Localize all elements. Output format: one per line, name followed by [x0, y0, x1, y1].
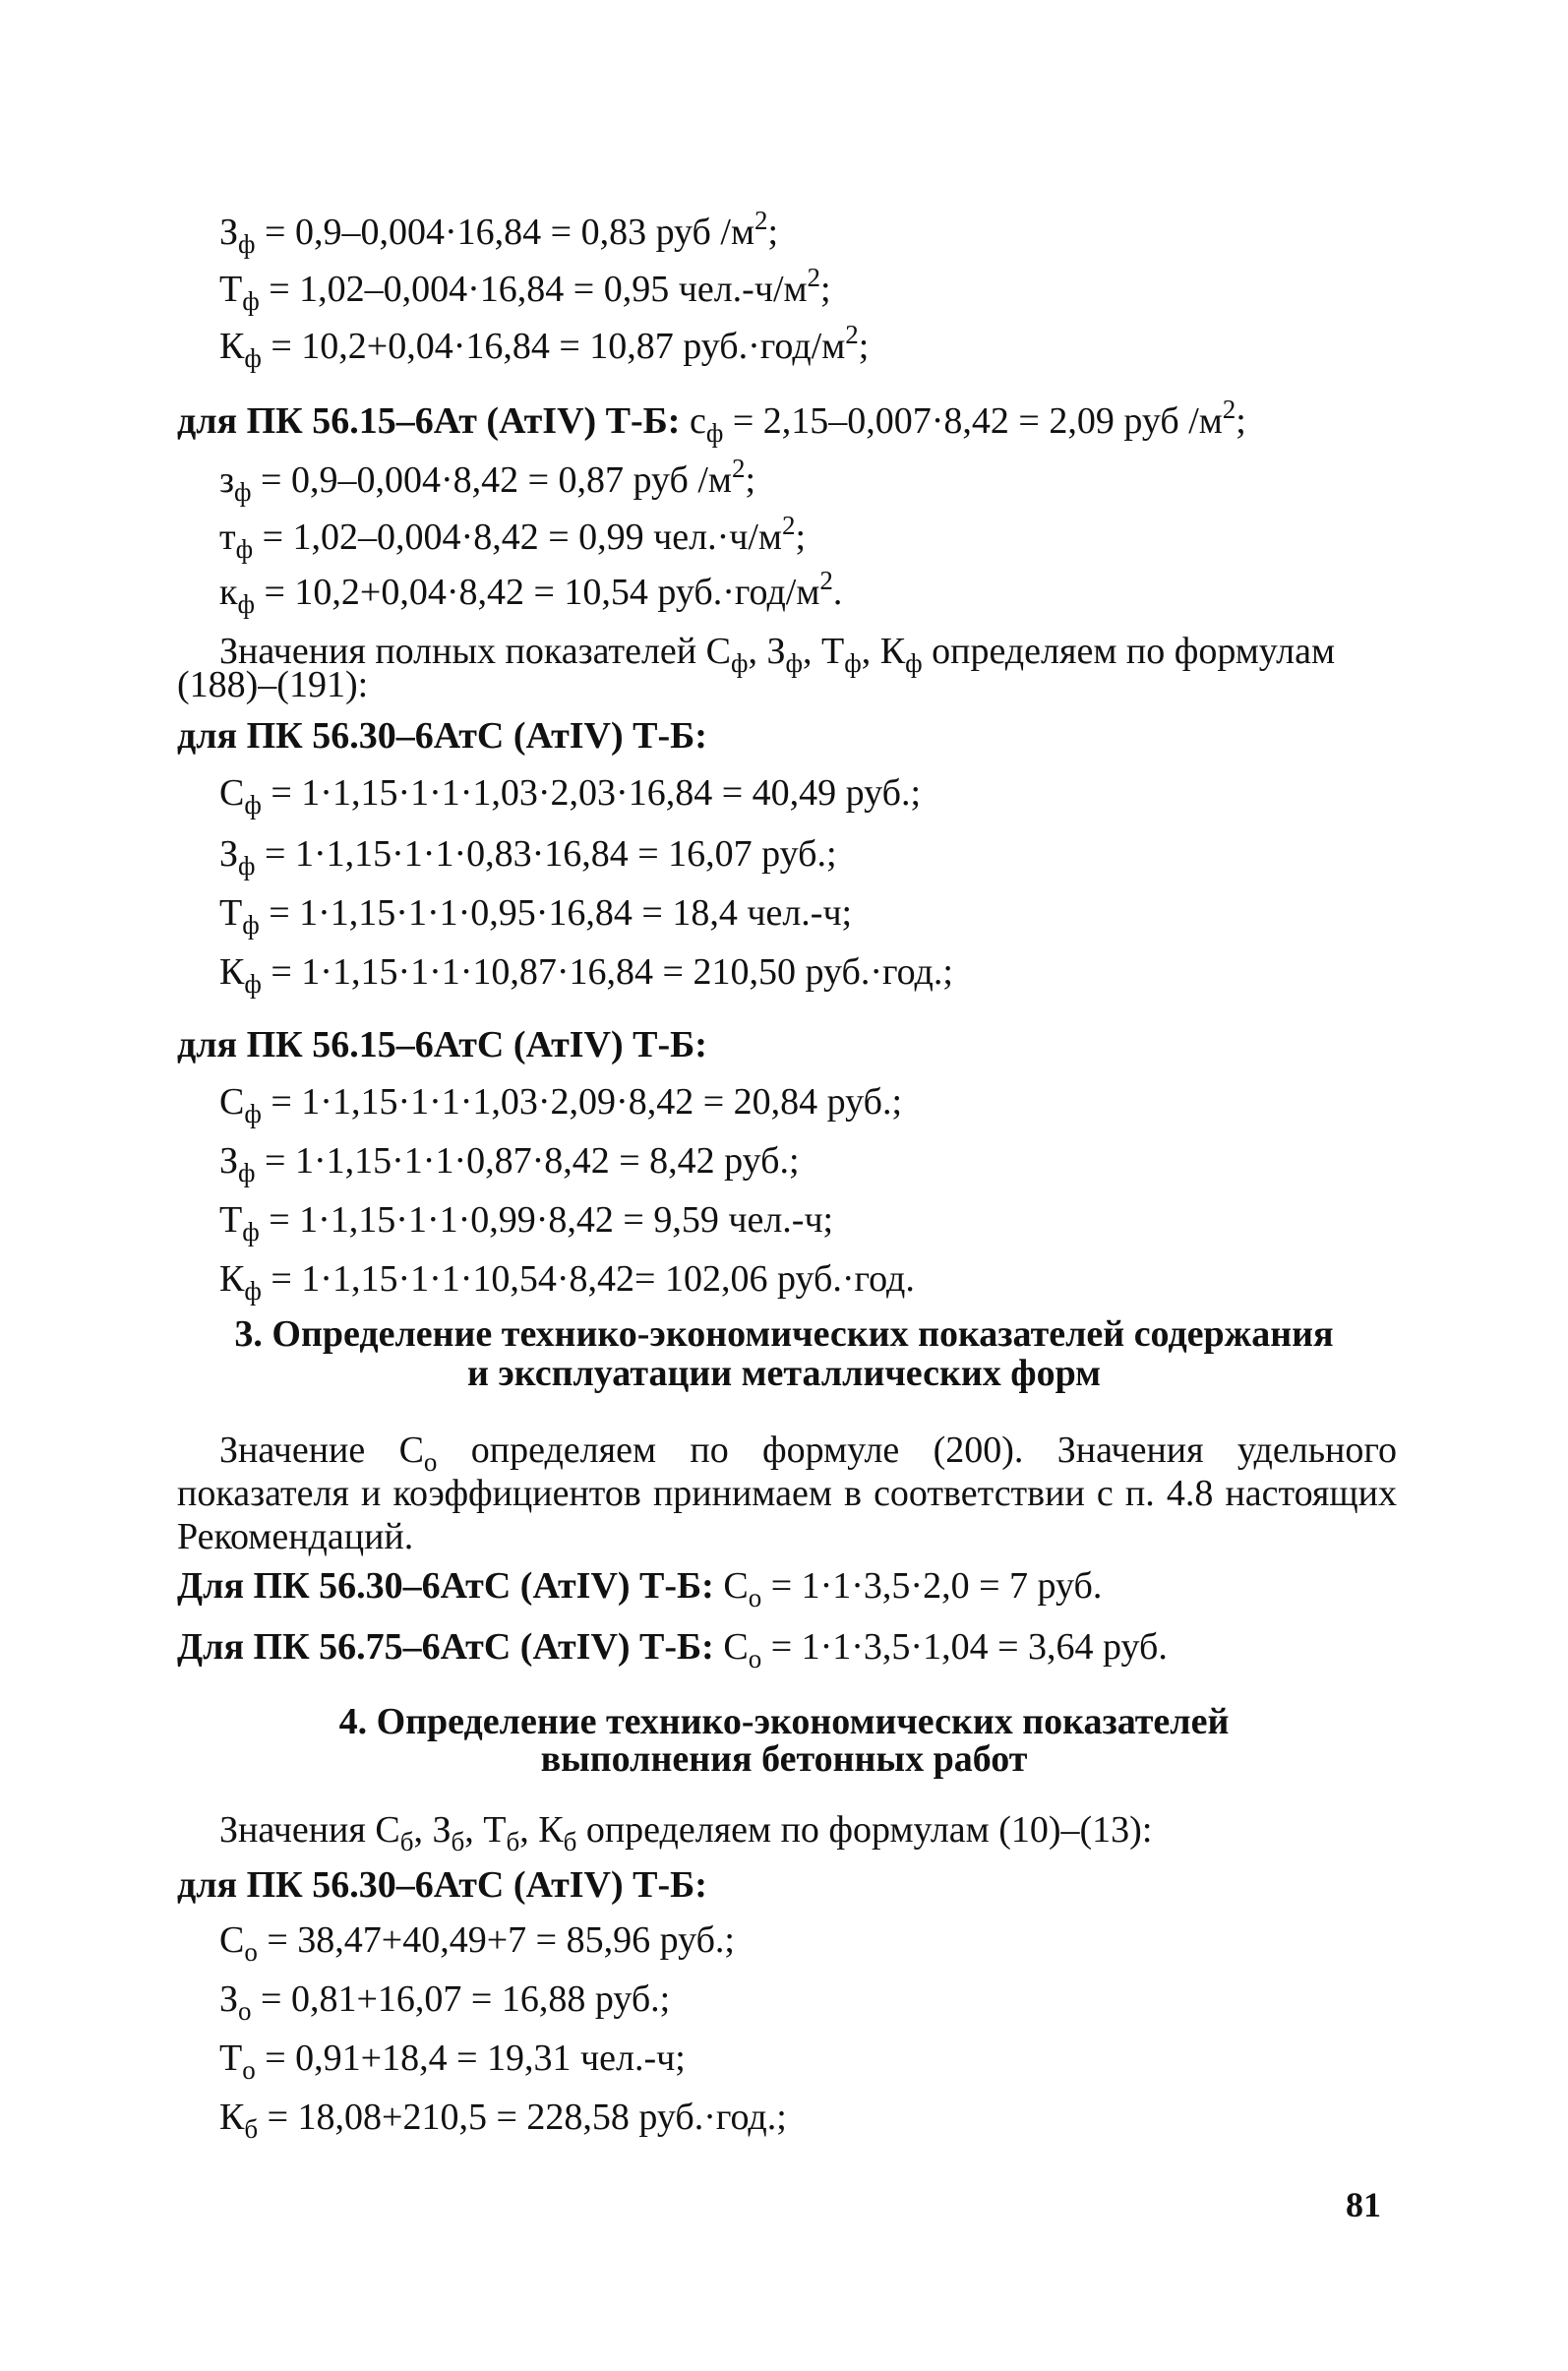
formula-c-f-full-pk5615: $С_ф = 1\cdot 1,15\cdot 1\cdot 1\cdot 1,03\cdot 2,09\cdot 8,42 = 20,84$ руб.;	[219, 1081, 903, 1128]
formula-c-o: $С_о = 38,47+40,49+7 = 85,96$ руб.;	[219, 1919, 735, 1967]
section3-title-line1: 3. Определение технико-экономических показателей содержания	[234, 1313, 1334, 1355]
section4-title-line2: выполнения бетонных работ	[540, 1738, 1028, 1780]
pk5630-header: для ПК 56.30–6АтС (АтIV) Т-Б:	[177, 715, 707, 757]
section3-formula-pk5675: Для ПК 56.75–6АтС (АтIV) Т-Б: $С_о = 1\cdot 1\cdot 3,5\cdot 1,04 = 3,64$ руб.	[177, 1626, 1168, 1673]
section4-intro: Значения $C_б$, $З_б$, $Т_б$, $К_б$ определяем по формулам (10)–(13):	[219, 1809, 1153, 1856]
formula-t-o: $Т_о = 0,91+18,4 = 19,31$ чел.-ч;	[219, 2037, 686, 2085]
full-indicators-formulas-ref: (188)–(191):	[177, 664, 369, 705]
formula-c-f-full-pk5630: $С_ф = 1\cdot 1,15\cdot 1\cdot 1\cdot 1,03\cdot 2,03\cdot 16,84 = 40,49$ руб.;	[219, 772, 922, 820]
full-indicators-intro: Значения полных показателей $C_ф$, $З_ф$, $Т_ф$, $К_ф$ определяем по формулам	[219, 631, 1336, 678]
section3-paragraph: Значение $C_о$ определяем по формуле (200). Значения удельного показателя и коэффициентов принимаем в соответствии с п. 4.8 настоящих Рекомендаций.	[177, 1429, 1398, 1557]
formula-c-f-pk5615: для ПК 56.15–6Ат (АтIV) Т-Б: $с_ф = 2,15-0,007\cdot 8,42 = 2,09$ руб $/м^2$;	[177, 395, 1246, 448]
formula-t-f-full-pk5615: $Т_ф = 1\cdot 1,15\cdot 1\cdot 1\cdot 0,99\cdot 8,42 = 9,59$ чел.-ч;	[219, 1199, 834, 1246]
formula-k-f-full-pk5615: $К_ф = 1\cdot 1,15\cdot 1\cdot 1\cdot 10,54\cdot 8,42= 102,06$ руб.·год.	[219, 1258, 915, 1306]
formula-k-f-pk5615: $к_ф = 10,2+0,04\cdot 8,42 = 10,54$ $руб.\cdot год/м^2$.	[219, 566, 843, 619]
formula-t-f-pk5615: $т_ф = 1,02-0,004\cdot 8,42 = 0,99$ $чел.\cdot ч/м^2$;	[219, 511, 806, 564]
page-number: 81	[1346, 2185, 1381, 2224]
pk5615-header: для ПК 56.15–6АтС (АтIV) Т-Б:	[177, 1024, 707, 1065]
formula-t-f: $Т_ф = 1,02-0,004\cdot 16,84 = 0,95$ $чел.-ч/м^2$;	[219, 263, 831, 316]
formula-k-b: $К_б = 18,08+210,5 = 228,58$ руб.·год.;	[219, 2097, 787, 2144]
formula-k-f: $К_ф = 10,2+0,04\cdot 16,84 = 10,87$ $руб.\cdot год/м^2$;	[219, 320, 870, 373]
section4-title-line1: 4. Определение технико-экономических показателей	[338, 1701, 1230, 1742]
formula-z-f-full-pk5615: $З_ф = 1\cdot 1,15\cdot 1\cdot 1\cdot 0,87\cdot 8,42 = 8,42$ руб.;	[219, 1140, 800, 1187]
formula-z-f-pk5615: $з_ф = 0,9-0,004\cdot 8,42 = 0,87$ руб $/м^2$;	[219, 454, 756, 507]
formula-k-f-full-pk5630: $К_ф = 1\cdot 1,15\cdot 1\cdot 1\cdot 10,87\cdot 16,84 = 210,50$ руб.·год.;	[219, 951, 953, 999]
formula-z-f: $З_ф = 0,9-0,004\cdot 16,84 = 0,83$ руб $/м^2$;	[219, 206, 779, 259]
section3-formula-pk5630: Для ПК 56.30–6АтС (АтIV) Т-Б: $С_о = 1\cdot 1\cdot 3,5\cdot 2,0 = 7$ руб.	[177, 1565, 1103, 1612]
section4-pk5630-header: для ПК 56.30–6АтС (АтIV) Т-Б:	[177, 1864, 707, 1906]
formula-z-f-full-pk5630: $З_ф = 1\cdot 1,15\cdot 1\cdot 1\cdot 0,83\cdot 16,84 = 16,07$ руб.;	[219, 833, 837, 881]
section3-title-line2: и эксплуатации металлических форм	[466, 1353, 1102, 1394]
formula-t-f-full-pk5630: $Т_ф = 1\cdot 1,15\cdot 1\cdot 1\cdot 0,95\cdot 16,84 = 18,4$ чел.-ч;	[219, 892, 853, 940]
formula-z-o: $З_о = 0,81+16,07 = 16,88$ руб.;	[219, 1978, 671, 2026]
